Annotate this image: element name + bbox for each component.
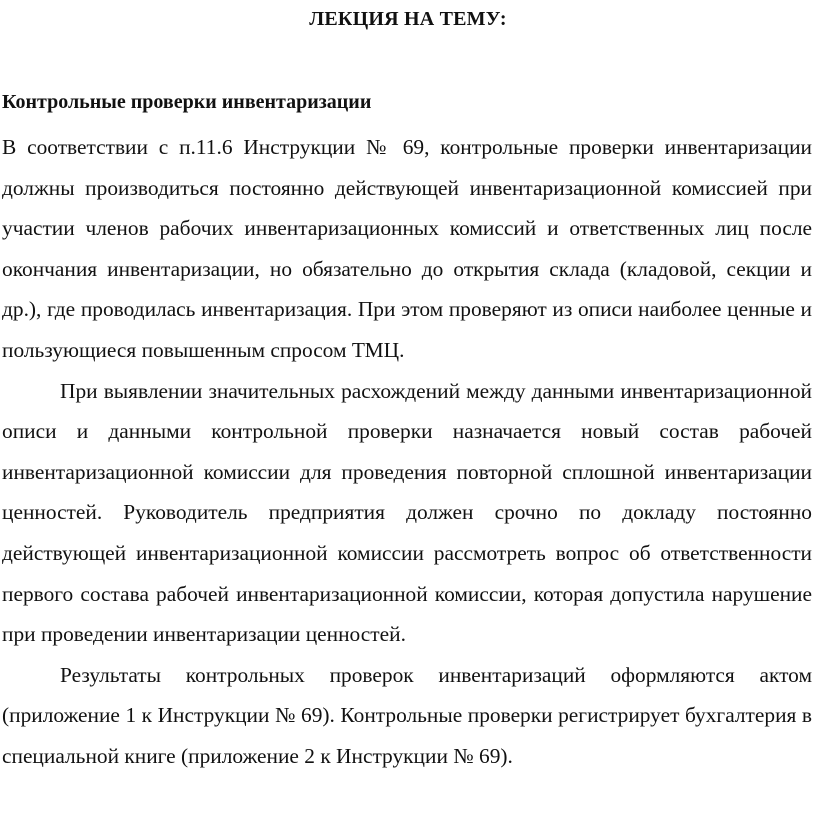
paragraph-2: При выявлении значительных расхождений между данными инвентаризационной описи и данными контрольной проверки назначается новый состав рабочей инвентаризационной комиссии для проведения повторной сплошной инвентаризации ценностей. Руководитель предприятия должен срочно по докладу постоянно действующей инвентаризационной комиссии рассмотреть вопрос об ответственности первого состава рабочей инвентаризационной комиссии, которая допустила нарушение при проведении инвентаризации ценностей. bbox=[2, 378, 812, 647]
paragraph-3: Результаты контрольных проверок инвентаризаций оформляются актом (приложение 1 к Инструкции № 69). Контрольные проверки регистрирует бухгалтерия в специальной книге (приложение 2 к Инструкции № 69). bbox=[2, 662, 812, 768]
lecture-title: ЛЕКЦИЯ НА ТЕМУ: bbox=[309, 8, 507, 30]
paragraph-1: В соответствии с п.11.6 Инструкции № 69, контрольные проверки инвентаризации должны производиться постоянно действующей инвентаризационной комиссией при участии членов рабочих инвентаризационных комиссий и ответственных лиц после окончания инвентаризации, но обязательно до открытия склада (кладовой, секции и др.), где проводилась инвентаризация. При этом проверяют из описи наиболее ценные и пользующиеся повышенным спросом ТМЦ. bbox=[2, 135, 812, 362]
document-body bbox=[2, 127, 812, 777]
section-heading: Контрольные проверки инвентаризации bbox=[2, 91, 372, 113]
